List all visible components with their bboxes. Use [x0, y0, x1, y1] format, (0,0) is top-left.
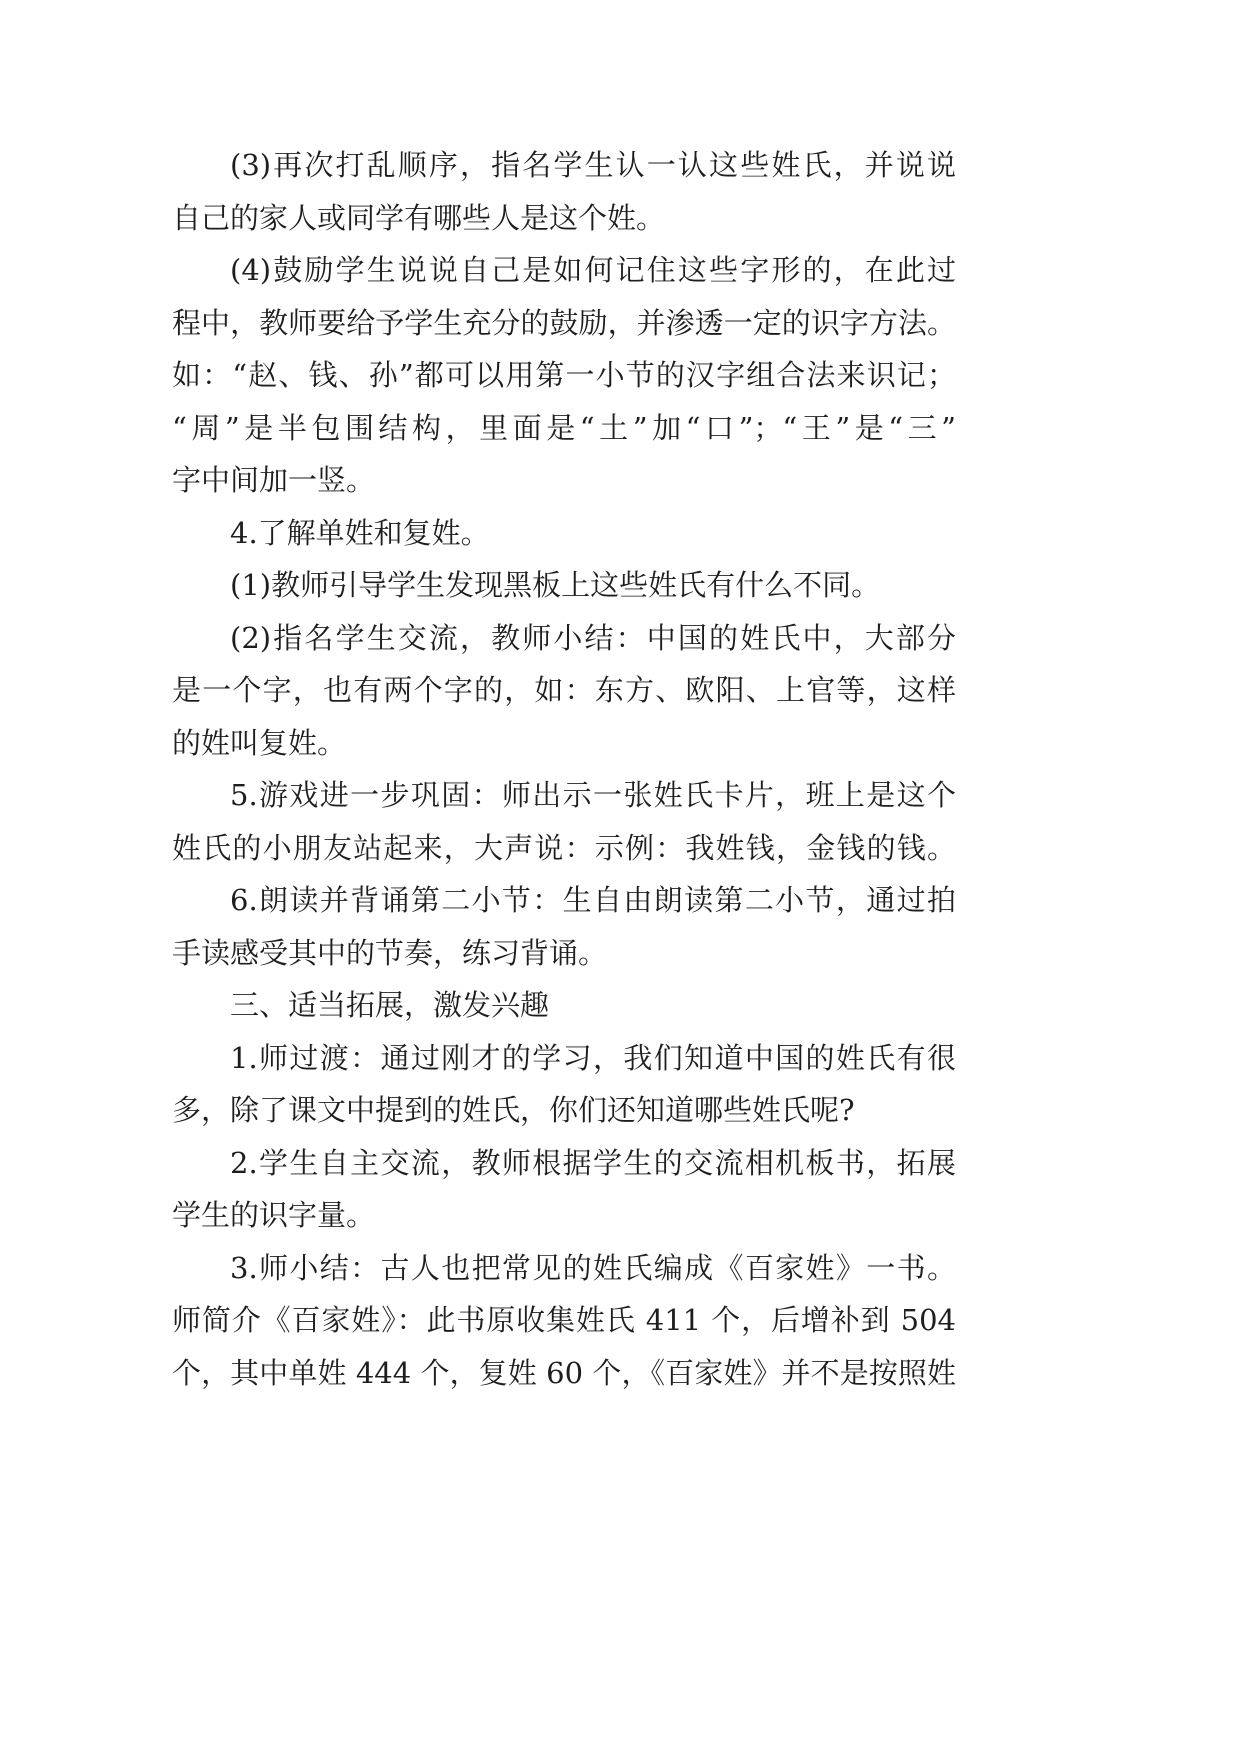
paragraph-line: 6.朗读并背诵第二小节：生自由朗读第二小节，通过拍: [230, 883, 956, 917]
paragraph-line: 是一个字，也有两个字的，如：东方、欧阳、上官等，这样: [172, 673, 956, 707]
paragraph-line: 2.学生自主交流，教师根据学生的交流相机板书，拓展: [230, 1145, 956, 1180]
paragraph-line: 4.了解单姓和复姓。: [230, 515, 490, 550]
paragraph-line: (1)教师引导学生发现黑板上这些姓氏有什么不同。: [230, 568, 881, 602]
paragraph: [172, 559, 956, 612]
paragraph: [172, 507, 956, 560]
paragraph-line: (4)鼓励学生说说自己是如何记住这些字形的，在此过: [230, 253, 956, 287]
paragraph-line: 程中，教师要给予学生充分的鼓励，并渗透一定的识字方法。: [172, 305, 956, 340]
paragraph-line: 5.游戏进一步巩固：师出示一张姓氏卡片，班上是这个: [230, 778, 956, 812]
paragraph: [172, 1032, 956, 1137]
paragraph: [172, 612, 956, 770]
paragraph: [172, 874, 956, 979]
section-heading: [172, 979, 956, 1032]
paragraph-line: 姓氏的小朋友站起来，大声说：示例：我姓钱，金钱的钱。: [172, 830, 956, 865]
paragraph-line: (2)指名学生交流，教师小结：中国的姓氏中，大部分: [230, 620, 956, 655]
paragraph-line: (3)再次打乱顺序，指名学生认一认这些姓氏，并说说: [230, 148, 956, 182]
section-heading-text: 三、适当拓展，激发兴趣: [230, 988, 550, 1022]
paragraph-line: 自己的家人或同学有哪些人是这个姓。: [172, 200, 666, 235]
paragraph-line: 1.师过渡：通过刚才的学习，我们知道中国的姓氏有很: [230, 1040, 956, 1075]
paragraph-line: 3.师小结：古人也把常见的姓氏编成《百家姓》一书。: [230, 1250, 956, 1285]
paragraph-line: 学生的识字量。: [172, 1198, 376, 1232]
paragraph-line: 的姓叫复姓。: [172, 725, 347, 760]
paragraph-line: “周”是半包围结构，里面是“土”加“口”；“王”是“三”: [172, 410, 956, 445]
paragraph-line: 如：“赵、钱、孙”都可以用第一小节的汉字组合法来识记；: [172, 358, 956, 392]
paragraph-line: 师简介《百家姓》：此书原收集姓氏 411 个，后增补到 504: [172, 1303, 956, 1337]
paragraph: [172, 139, 956, 244]
document-body: [172, 139, 956, 1399]
paragraph-line: 个，其中单姓 444 个，复姓 60 个，《百家姓》并不是按照姓: [172, 1355, 956, 1390]
paragraph-line: 多，除了课文中提到的姓氏，你们还知道哪些姓氏呢?: [172, 1093, 855, 1127]
paragraph-line: 手读感受其中的节奏，练习背诵。: [172, 935, 608, 970]
paragraph: [172, 1242, 956, 1400]
paragraph: [172, 244, 956, 507]
paragraph: [172, 769, 956, 874]
paragraph: [172, 1137, 956, 1242]
paragraph-line: 字中间加一竖。: [172, 463, 376, 497]
